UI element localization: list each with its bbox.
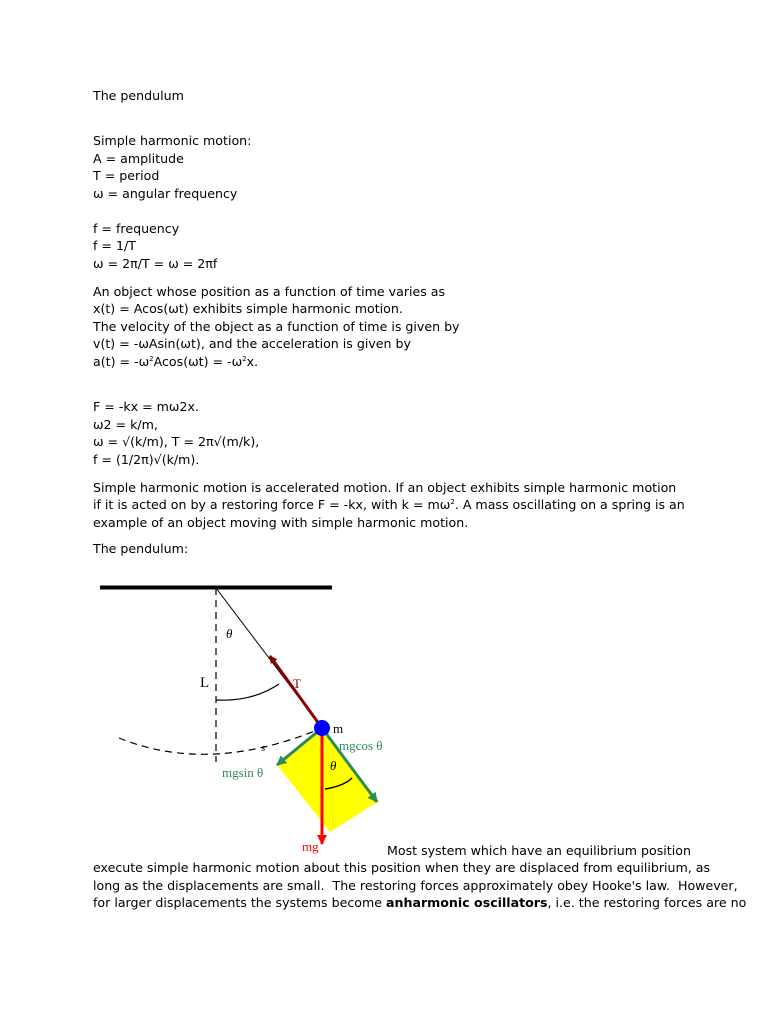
superscript: 2 <box>149 354 154 363</box>
mass-bob <box>314 720 330 736</box>
tension-label: T <box>293 676 301 691</box>
theta-label-top: θ <box>226 626 233 641</box>
equation-line: ω2 = k/m, <box>93 416 158 432</box>
superscript: 2 <box>450 498 455 506</box>
para2-text: Simple harmonic motion is accelerated motion. If an object exhibits simple harmonic motion if it is acted on by a restoring force F = -kx, with k = mω <box>93 479 677 512</box>
equation-line: f = (1/2π)√(k/m). <box>93 451 200 467</box>
para1-line: An object whose position as a function of time varies as <box>93 283 446 299</box>
swing-path <box>119 728 322 754</box>
shm-heading: Simple harmonic motion: <box>93 133 252 148</box>
page-title: The pendulum <box>93 88 184 103</box>
mgsin-label: mgsin θ <box>222 765 264 780</box>
pendulum-diagram <box>90 570 390 855</box>
theta-label-bottom: θ <box>330 758 337 773</box>
equation-line: F = -kx = mω2x. <box>93 399 199 414</box>
mgcos-label: mgcos θ <box>339 738 383 753</box>
acc-part: Acos(ωt) = -ω <box>153 353 243 369</box>
tension-arrow <box>270 656 322 728</box>
para2-text: . A mass oscillating on a spring is an example of an object moving with simple harmonic motion. <box>93 497 685 530</box>
superscript: 2 <box>242 354 247 363</box>
acc-part: x. <box>246 353 259 369</box>
para3-line-last <box>93 894 746 912</box>
paragraph-restoring-force <box>93 479 685 532</box>
para3-line: long as the displacements are small. The restoring forces approximately obey Hooke's law. However, <box>93 877 738 893</box>
arc-length-label: s <box>261 742 266 754</box>
freq-line: f = 1/T <box>93 238 136 253</box>
theta-arc-top <box>216 684 279 700</box>
acc-part: a(t) = -ω <box>93 353 150 369</box>
para3-line: execute simple harmonic motion about this position when they are displaced from equilibrium, as <box>93 860 711 875</box>
para3-line: Most system which have an equilibrium position <box>387 842 691 858</box>
length-label: L <box>200 675 210 691</box>
definition-angular-frequency: ω = angular frequency <box>93 185 238 201</box>
para3-text: , i.e. the restoring forces are no <box>547 895 747 910</box>
mass-label: m <box>333 721 344 736</box>
acceleration-equation <box>93 353 258 371</box>
equation-line: ω = √(k/m), T = 2π√(m/k), <box>93 434 260 449</box>
para1-line: v(t) = -ωAsin(ωt), and the acceleration is given by <box>93 336 411 351</box>
para3-text: for larger displacements the systems become <box>93 895 387 910</box>
weight-label: mg <box>302 839 319 854</box>
freq-line: ω = 2π/T = ω = 2πf <box>93 255 218 271</box>
para1-line: The velocity of the object as a function of time is given by <box>93 318 460 334</box>
definition-period: T = period <box>93 168 160 183</box>
pendulum-heading: The pendulum: <box>93 541 189 556</box>
freq-line: f = frequency <box>93 220 180 236</box>
para1-line: x(t) = Acos(ωt) exhibits simple harmonic motion. <box>93 301 403 316</box>
definition-amplitude: A = amplitude <box>93 150 184 166</box>
bold-term: anharmonic oscillators <box>386 895 548 910</box>
